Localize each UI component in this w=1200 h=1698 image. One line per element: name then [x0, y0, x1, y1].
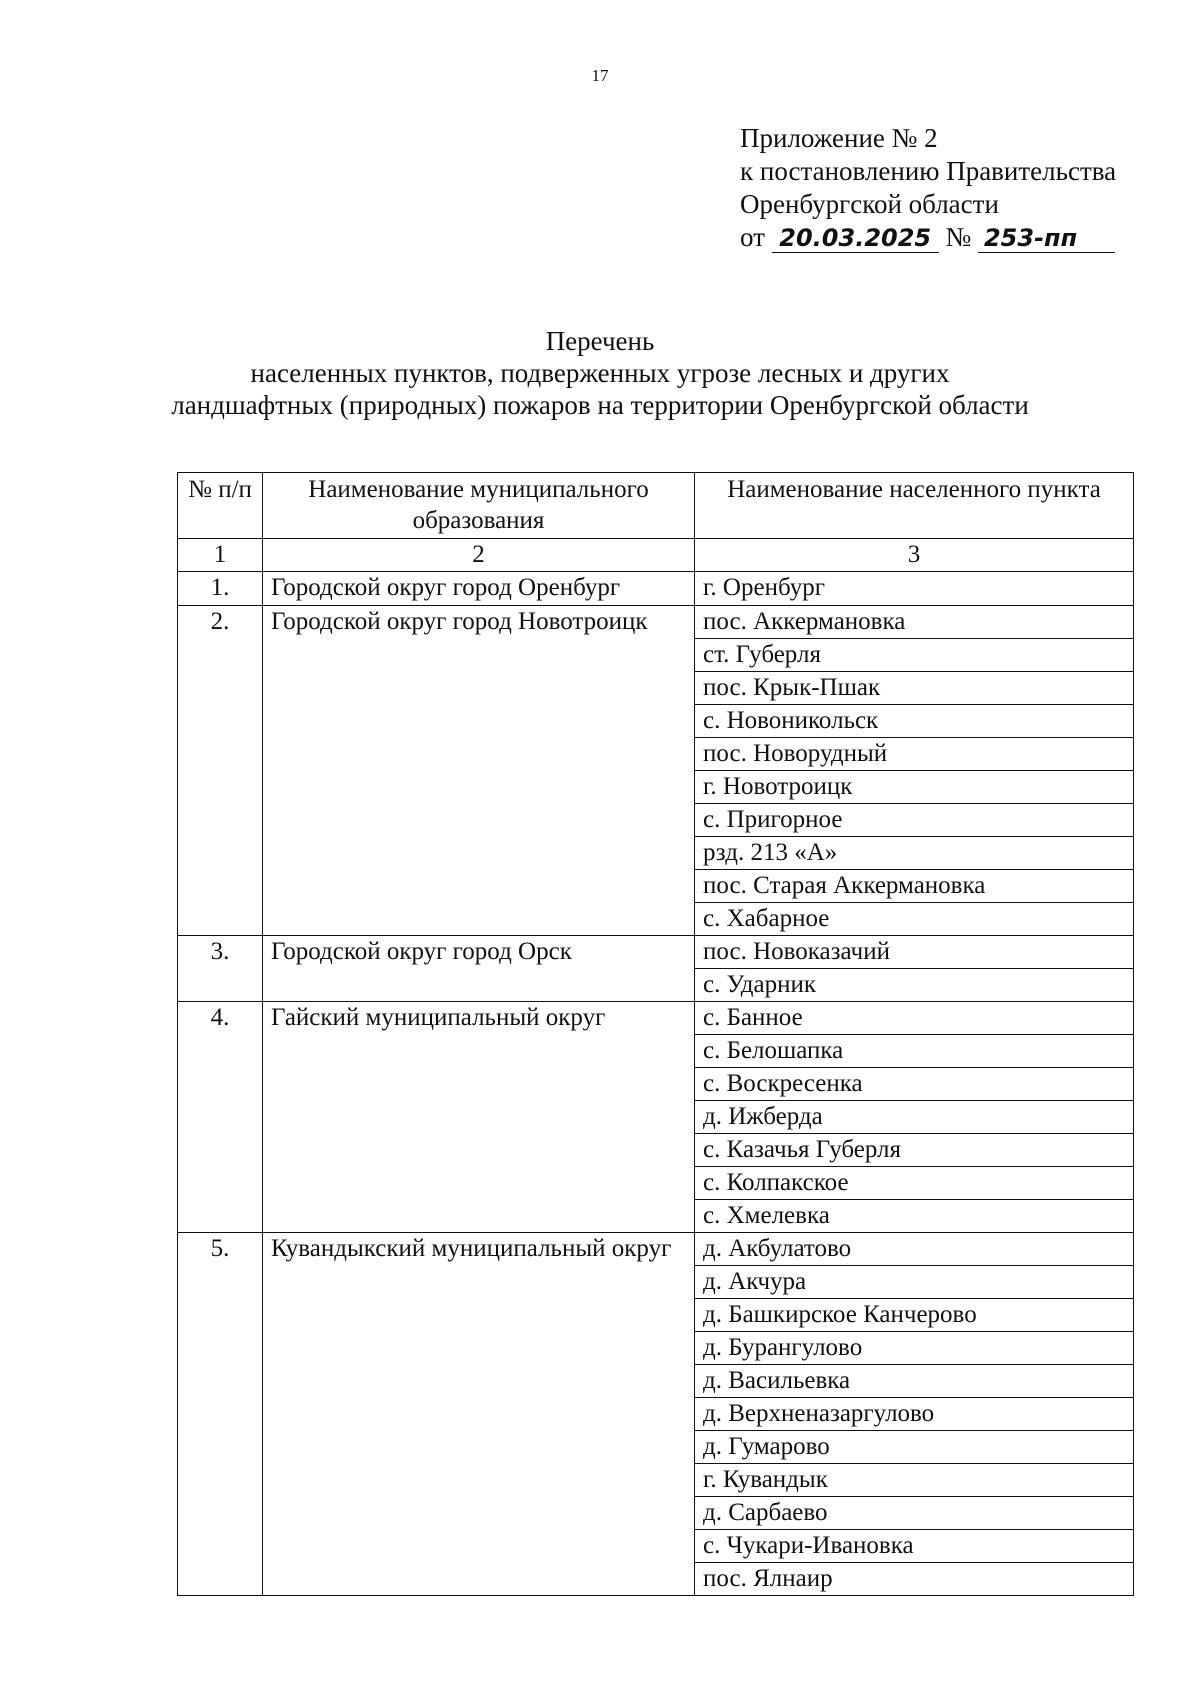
table-row: [178, 606, 1134, 639]
settlement-name: пос. Старая Аккермановка: [695, 870, 1134, 903]
settlement-name: с. Ударник: [695, 969, 1134, 1002]
settlement-name: д. Башкирское Канчерово: [695, 1299, 1134, 1332]
settlements-table: [177, 472, 1134, 1596]
settlement-name: пос. Крык-Пшак: [695, 672, 1134, 705]
header-num: № п/п: [178, 473, 263, 539]
title-line-2: населенных пунктов, подверженных угрозе лесных и других: [250, 358, 950, 388]
settlement-name: пос. Ялнаир: [695, 1563, 1134, 1596]
row-number: 3.: [178, 936, 263, 1002]
settlement-name: с. Колпакское: [695, 1167, 1134, 1200]
settlement-name: пос. Аккермановка: [695, 606, 1134, 639]
municipality-name: Городской округ город Орск: [263, 936, 695, 1002]
row-number: 2.: [178, 606, 263, 936]
row-number: 4.: [178, 1002, 263, 1233]
column-number-row: [178, 539, 1134, 572]
handwritten-number: 253-пп: [978, 224, 1115, 253]
table-row: [178, 1233, 1134, 1266]
handwritten-date: 20.03.2025: [772, 224, 939, 253]
settlement-name: д. Акбулатово: [695, 1233, 1134, 1266]
column-number-3: 3: [695, 539, 1134, 572]
appendix-resolution: к постановлению Правительства: [740, 156, 1117, 186]
settlement-name: д. Сарбаево: [695, 1497, 1134, 1530]
settlement-name: пос. Новорудный: [695, 738, 1134, 771]
appendix-title: Приложение № 2: [740, 123, 938, 153]
settlement-name: д. Бурангулово: [695, 1332, 1134, 1365]
column-number-1: 1: [178, 539, 263, 572]
settlement-name: г. Кувандык: [695, 1464, 1134, 1497]
title-line-3: ландшафтных (природных) пожаров на территории Оренбургской области: [171, 390, 1029, 420]
settlement-name: ст. Губерля: [695, 639, 1134, 672]
page-number: 17: [591, 66, 609, 85]
settlement-name: г. Оренбург: [695, 572, 1134, 606]
date-prefix: от: [740, 222, 765, 252]
header-municipality: Наименование муниципального образования: [263, 473, 695, 539]
settlement-name: д. Акчура: [695, 1266, 1134, 1299]
appendix-region: Оренбургской области: [740, 189, 999, 219]
settlement-name: пос. Новоказачий: [695, 936, 1134, 969]
table-row: [178, 572, 1134, 606]
table-row: [178, 936, 1134, 969]
number-sign: №: [945, 222, 972, 252]
header-settlement: Наименование населенного пункта: [695, 473, 1134, 539]
settlement-name: с. Пригорное: [695, 804, 1134, 837]
municipality-name: Городской округ город Оренбург: [263, 572, 695, 606]
municipality-name: Кувандыкский муниципальный округ: [263, 1233, 695, 1596]
row-number: 1.: [178, 572, 263, 606]
municipality-name: Городской округ город Новотроицк: [263, 606, 695, 936]
settlement-name: с. Казачья Губерля: [695, 1134, 1134, 1167]
settlement-name: д. Верхненазаргулово: [695, 1398, 1134, 1431]
settlement-name: с. Хабарное: [695, 903, 1134, 936]
table-row: [178, 1002, 1134, 1035]
settlement-name: д. Гумарово: [695, 1431, 1134, 1464]
settlement-name: с. Белошапка: [695, 1035, 1134, 1068]
settlement-name: д. Васильевка: [695, 1365, 1134, 1398]
settlement-name: с. Новоникольск: [695, 705, 1134, 738]
settlement-name: д. Ижберда: [695, 1101, 1134, 1134]
municipality-name: Гайский муниципальный округ: [263, 1002, 695, 1233]
settlement-name: с. Банное: [695, 1002, 1134, 1035]
settlement-name: рзд. 213 «А»: [695, 837, 1134, 870]
table-header-row: [178, 473, 1134, 539]
appendix-header: [740, 122, 1116, 254]
settlement-name: с. Чукари-Ивановка: [695, 1530, 1134, 1563]
settlement-name: г. Новотроицк: [695, 771, 1134, 804]
column-number-2: 2: [263, 539, 695, 572]
settlement-name: с. Хмелевка: [695, 1200, 1134, 1233]
row-number: 5.: [178, 1233, 263, 1596]
appendix-date-line: [740, 221, 1116, 254]
title-line-1: Перечень: [545, 326, 655, 356]
settlement-name: с. Воскресенка: [695, 1068, 1134, 1101]
document-title: [0, 325, 1200, 421]
